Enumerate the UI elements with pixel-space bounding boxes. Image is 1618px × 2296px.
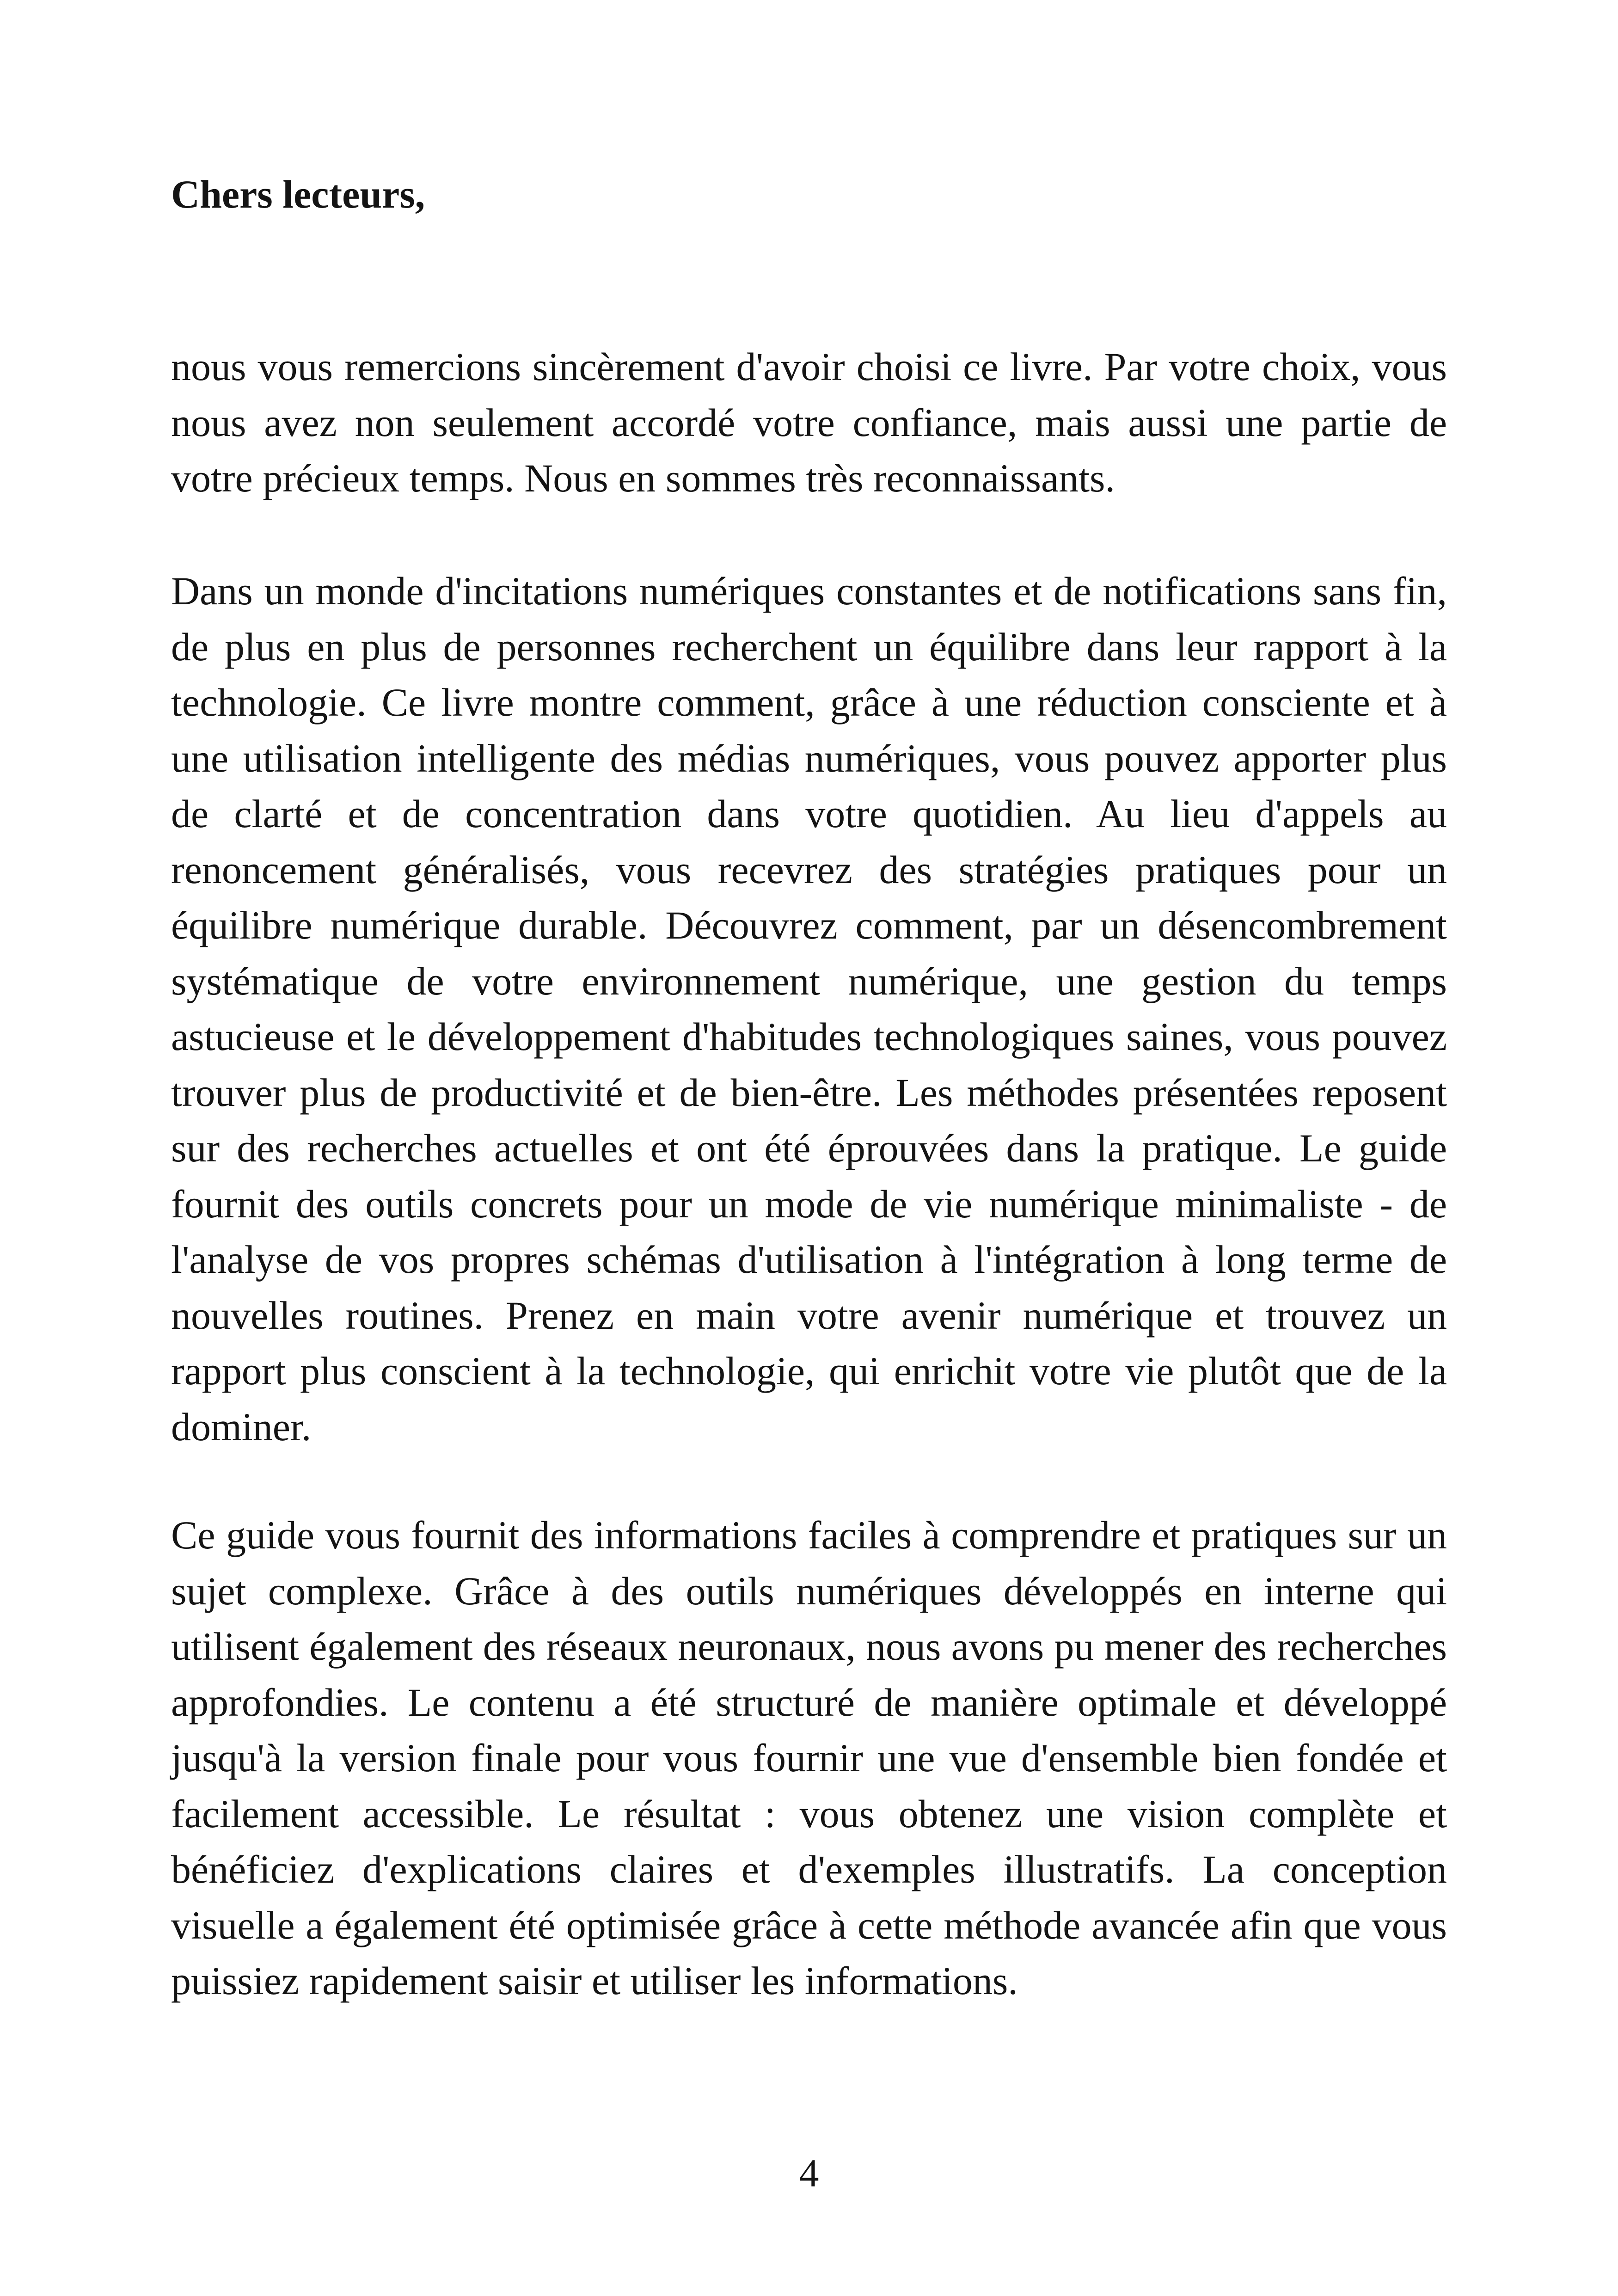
- salutation-heading: Chers lecteurs,: [171, 172, 425, 216]
- paragraph-guide-method: Ce guide vous fournit des informations faciles à comprendre et pratiques sur un sujet complexe. Grâce à des outils numériques développés en interne qui utilisent également des réseaux neuronaux, nous avons pu mener des recherches approfondies. Le contenu a été structuré de manière optimale et développé jusqu'à la version finale pour vous fournir une vue d'ensemble bien fondée et facilement accessible. Le résultat : vous obtenez une vision complète et bénéficiez d'explications claires et d'exemples illustratifs. La conception visuelle a également été optimisée grâce à cette méthode avancée afin que vous puissiez rapidement saisir et utiliser les informations.: [171, 1513, 1447, 2003]
- paragraph-book-summary: Dans un monde d'incitations numériques constantes et de notifications sans fin, de plus en plus de personnes recherchent un équilibre dans leur rapport à la technologie. Ce livre montre comment, grâce à une réduction consciente et à une utilisation intelligente des médias numériques, vous pouvez apporter plus de clarté et de concentration dans votre quotidien. Au lieu d'appels au renoncement généralisés, vous recevrez des stratégies pratiques pour un équilibre numérique durable. Découvrez comment, par un désencombrement systématique de votre environnement numérique, une gestion du temps astucieuse et le développement d'habitudes technologiques saines, vous pouvez trouver plus de productivité et de bien-être. Les méthodes présentées reposent sur des recherches actuelles et ont été éprouvées dans la pratique. Le guide fournit des outils concrets pour un mode de vie numérique minimaliste - de l'analyse de vos propres schémas d'utilisation à l'intégration à long terme de nouvelles routines. Prenez en main votre avenir numérique et trouvez un rapport plus conscient à la technologie, qui enrichit votre vie plutôt que de la dominer.: [171, 569, 1447, 1449]
- page-number: 4: [799, 2151, 819, 2195]
- paragraph-thanks: nous vous remercions sincèrement d'avoir choisi ce livre. Par votre choix, vous nous avez non seulement accordé votre confiance, mais aussi une partie de votre précieux temps. Nous en sommes très reconnaissants.: [171, 344, 1447, 500]
